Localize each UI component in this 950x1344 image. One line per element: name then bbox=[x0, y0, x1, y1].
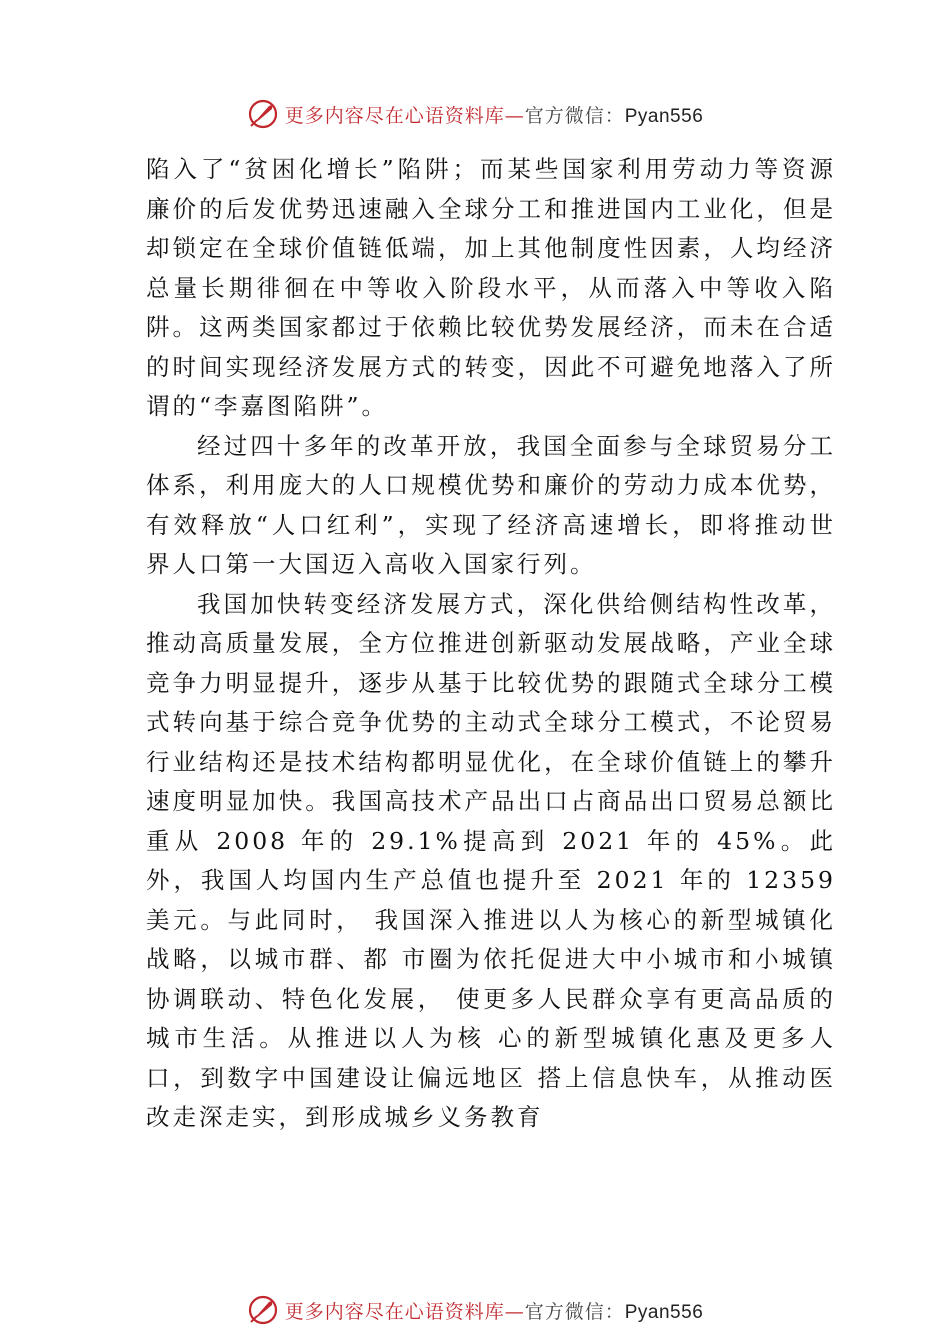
banner-text bbox=[285, 1297, 704, 1324]
quill-logo-icon bbox=[247, 1294, 279, 1326]
paragraph: 经过四十多年的改革开放，我国全面参与全球贸易分工体系，利用庞大的人口规模优势和廉价的劳动力成本优势， 有效释放“人口红利”，实现了经济高速增长，即将推动世界人口第一大国迈入高收入国家行列。 bbox=[146, 431, 836, 578]
footer-banner bbox=[0, 1290, 950, 1330]
wechat-label: 官方微信： bbox=[524, 104, 625, 127]
separator: — bbox=[504, 1300, 525, 1323]
paragraph: 我国加快转变经济发展方式，深化供给侧结构性改革，推动高质量发展，全方位推进创新驱动发展战略，产业全球竞争力明显提升，逐步从基于比较优势的跟随式全球分工模式转向基于综合竞争优势的主动式全球分工模式，不论贸易行业结构还是技术结构都明显优化，在全球价值链上的攀升速度明显加快。我国高技术产品出口占商品出口贸易总额比 重从 2008 年的 29.1%提高到 2021 年的 45%。此外，我国人均国内生产总值也提升至 2021 年的 12359 美元。与此同时， 我国深入推进以人为核心的新型城镇化战略，以城市群、都 市圈为依托促进大中小城市和小城镇协调联动、特色化发展， 使更多人民群众享有更高品质的城市生活。从推进以人为核 心的新型城镇化惠及更多人口，到数字中国建设让偏远地区 搭上信息快车，从推动医改走深走实，到形成城乡义务教育 bbox=[146, 589, 836, 1131]
header-banner bbox=[0, 94, 950, 134]
banner-text bbox=[285, 101, 704, 128]
site-name: 更多内容尽在心语资料库 bbox=[284, 104, 505, 127]
wechat-id: Pyan556 bbox=[624, 105, 704, 127]
document-body bbox=[146, 150, 836, 1138]
wechat-id: Pyan556 bbox=[624, 1301, 704, 1323]
site-name: 更多内容尽在心语资料库 bbox=[284, 1300, 505, 1323]
paragraph: 陷入了“贫困化增长”陷阱；而某些国家利用劳动力等资源廉价的后发优势迅速融入全球分工和推进国内工业化，但是却锁定在全球价值链低端，加上其他制度性因素，人均经济总量长期徘徊在中等收入阶段水平，从而落入中等收入陷阱。这两类国家都过于依赖比较优势发展经济，而未在合适的时间实现经济发展方式的转变，因此不可避免地落入了所谓的“李嘉图陷阱”。 bbox=[146, 155, 836, 420]
separator: — bbox=[504, 104, 525, 127]
wechat-label: 官方微信： bbox=[524, 1300, 625, 1323]
quill-logo-icon bbox=[247, 98, 279, 130]
